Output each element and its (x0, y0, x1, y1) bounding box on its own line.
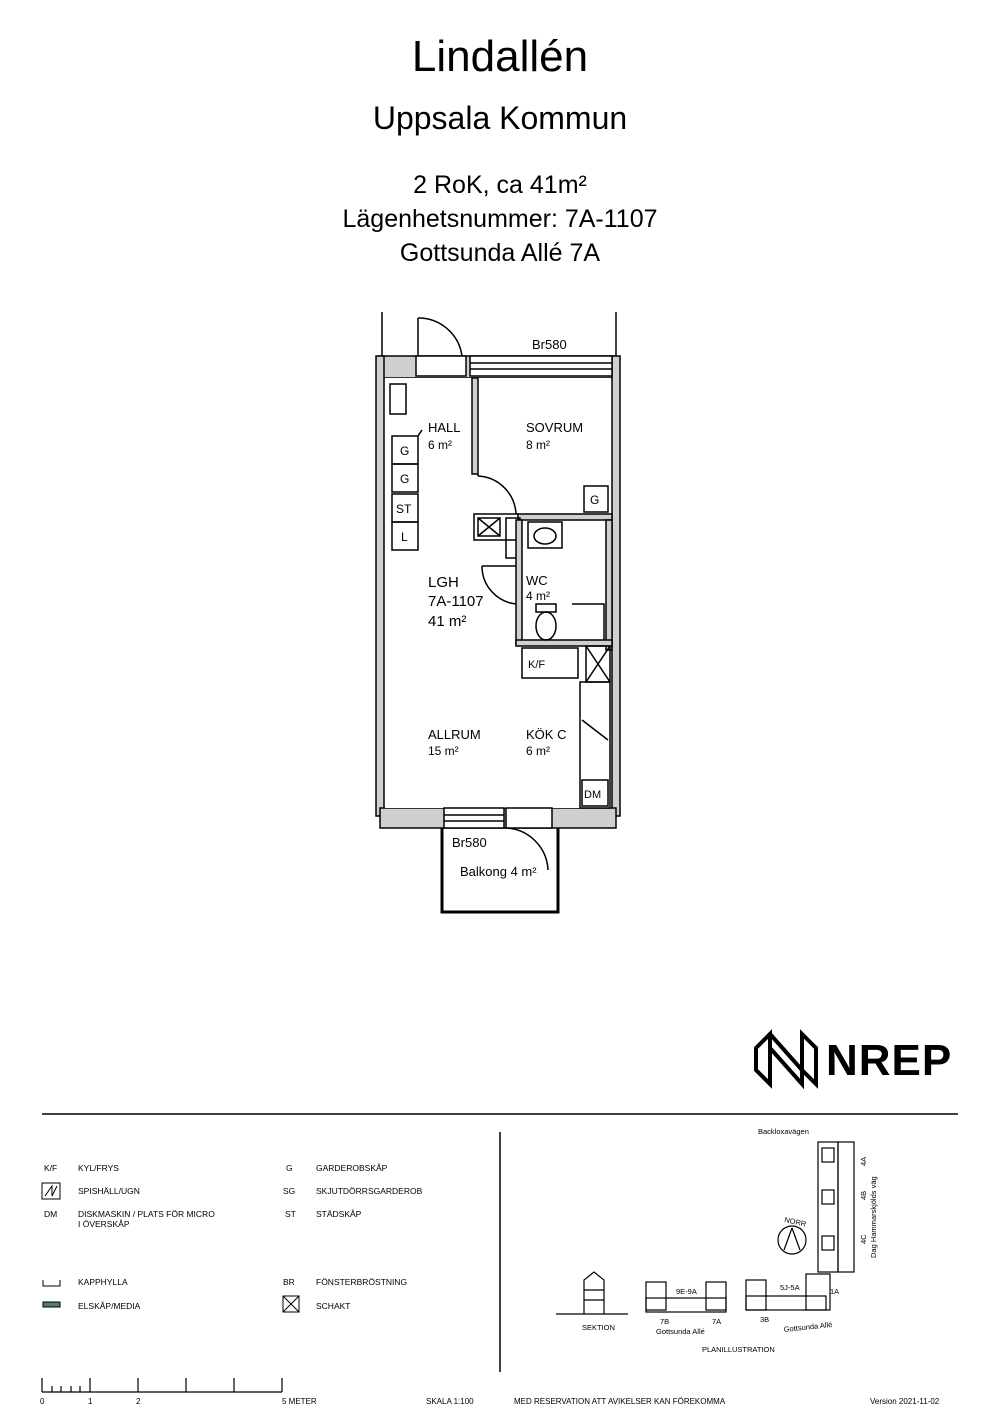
legend-code-st: ST (285, 1209, 296, 1219)
apartment-address: Gottsunda Allé 7A (399, 239, 601, 267)
hall-name: HALL (428, 420, 461, 435)
kok-area: 6 m² (526, 744, 550, 758)
nrep-logo-text: NREP (826, 1036, 953, 1085)
hall-closet-st: ST (396, 502, 412, 516)
window-label-bottom: Br580 (452, 835, 487, 850)
legend-label-sg: SKJUTDÖRRSGARDEROB (316, 1186, 423, 1196)
project-title: Lindallén (411, 32, 589, 81)
hall-closet-g1: G (400, 444, 410, 458)
legend-label-kapphylla: KAPPHYLLA (78, 1277, 128, 1287)
scale-5: 5 METER (282, 1397, 317, 1406)
legend-code-dm: DM (44, 1209, 58, 1219)
scale-2: 2 (136, 1397, 141, 1406)
allrum-name: ALLRUM (428, 727, 481, 742)
site-sektion: SEKTION (582, 1323, 615, 1332)
scale-1: 1 (88, 1397, 93, 1406)
sovrum-name: SOVRUM (526, 420, 584, 435)
site-road-top: Backloxavägen (758, 1127, 809, 1136)
legend-label-dm: DISKMASKIN / PLATS FÖR MICRO I ÖVERSKÅP (78, 1209, 215, 1229)
site-5j: 5J-5A (780, 1283, 800, 1292)
window-label-top: Br580 (532, 337, 567, 352)
legend-label-schakt: SCHAKT (316, 1301, 351, 1311)
hall-closet-g2: G (400, 472, 410, 486)
site-plan (556, 1142, 854, 1314)
site-1a: 1A (830, 1287, 840, 1296)
allrum-area: 15 m² (428, 744, 459, 758)
site-7b: 7B (660, 1317, 670, 1326)
balcony-label: Balkong 4 m² (460, 864, 537, 879)
site-4b: 4B (859, 1190, 868, 1200)
site-road-bottom2: Gottsunda Allé (783, 1319, 833, 1334)
wc-name: WC (526, 573, 548, 588)
legend-code-g: G (286, 1163, 293, 1173)
sovrum-wardrobe-label: G (590, 493, 600, 507)
lgh-area: 41 m² (428, 613, 467, 630)
lgh-number: 7A-1107 (428, 593, 484, 610)
sovrum-area: 8 m² (526, 438, 550, 452)
site-4a: 4A (859, 1156, 868, 1166)
apartment-number: Lägenhetsnummer: 7A-1107 (342, 205, 658, 233)
municipality: Uppsala Kommun (372, 100, 628, 136)
site-planillustration: PLANILLUSTRATION (702, 1345, 775, 1354)
legend-label-elskap: ELSKÅP/MEDIA (78, 1301, 141, 1311)
legend-label-g: GARDEROBSKÅP (316, 1163, 388, 1173)
site-4c: 4C (859, 1234, 868, 1244)
nrep-logo-mark (756, 1034, 816, 1084)
scale-0: 0 (40, 1397, 45, 1406)
lgh-name: LGH (428, 574, 459, 591)
scale-bar (42, 1378, 282, 1392)
legend-code-br: BR (283, 1277, 295, 1287)
kok-name: KÖK C (526, 727, 567, 742)
version-date: Version 2021-11-02 (870, 1397, 940, 1406)
site-3b: 3B (760, 1315, 770, 1324)
legend-label-spis: SPISHÄLL/UGN (78, 1186, 140, 1196)
legend-label-st: STÄDSKÅP (316, 1209, 362, 1219)
legend-code-kf: K/F (44, 1163, 58, 1173)
scale-ratio: SKALA 1:100 (426, 1397, 474, 1406)
fridge-label: K/F (528, 659, 546, 671)
site-north: NORR (783, 1215, 808, 1229)
hall-closet-l: L (401, 530, 408, 544)
site-road-right: Dag Hammarskjölds väg (869, 1176, 878, 1258)
dishwasher-label: DM (584, 789, 602, 801)
reservation-note: MED RESERVATION ATT AVIKELSER KAN FÖREKOMMA (514, 1397, 726, 1406)
site-9e: 9E-9A (676, 1287, 697, 1296)
legend-label-br: FÖNSTERBRÖSTNING (316, 1277, 408, 1287)
site-road-bottom1: Gottsunda Allé (656, 1327, 705, 1336)
hall-area: 6 m² (428, 438, 452, 452)
apartment-type: 2 RoK, ca 41m² (413, 171, 587, 199)
legend-label-kf: KYL/FRYS (78, 1163, 119, 1173)
wc-area: 4 m² (526, 589, 550, 603)
site-7a: 7A (712, 1317, 722, 1326)
legend-code-sg: SG (283, 1186, 296, 1196)
